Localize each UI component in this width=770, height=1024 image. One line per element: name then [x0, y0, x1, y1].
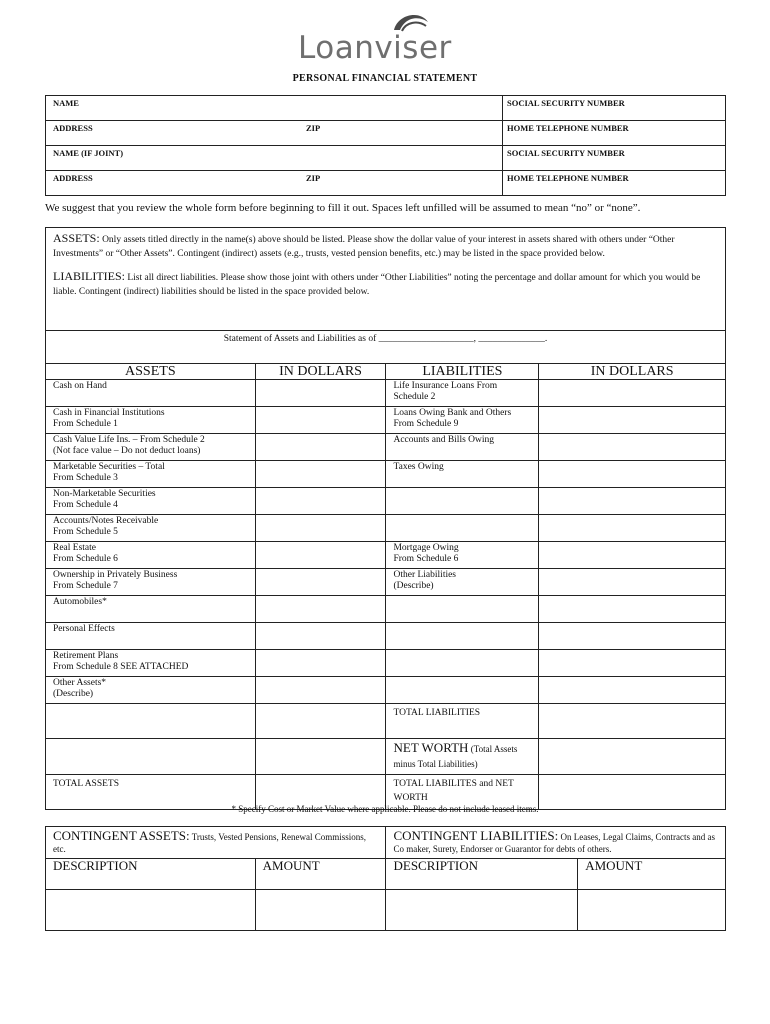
address-label: ADDRESS: [53, 123, 93, 133]
ledger-row: [46, 677, 726, 704]
liability-item-label: [386, 569, 539, 596]
home-phone-label: HOME TELEPHONE NUMBER: [507, 123, 629, 133]
asset-item-label: [46, 488, 256, 515]
ledger-row: [46, 461, 726, 488]
liability-item-label: [386, 650, 539, 677]
liability-item-label-line-1: Taxes Owing: [393, 462, 444, 472]
asset-item-label-line-1: Ownership in Privately Business: [53, 570, 178, 580]
liability-item-amount[interactable]: [539, 515, 726, 542]
name-joint-field[interactable]: [46, 146, 503, 171]
ssn-field[interactable]: [503, 96, 726, 121]
asset-item-amount[interactable]: [255, 569, 386, 596]
zip-joint-label: ZIP: [306, 173, 321, 183]
asset-item-label-line-2: From Schedule 7: [53, 581, 118, 591]
form-title: PERSONAL FINANCIAL STATEMENT: [292, 73, 478, 84]
ledger-row: [46, 380, 726, 407]
assets-header: ASSETS: [46, 364, 256, 380]
asset-item-amount[interactable]: [255, 596, 386, 623]
blank-asset-amount-2[interactable]: [255, 739, 386, 775]
instructions-box: [46, 228, 726, 331]
home-phone-field[interactable]: [503, 121, 726, 146]
address-joint-label: ADDRESS: [53, 173, 93, 183]
total-liabilities-label: TOTAL LIABILITIES: [386, 704, 539, 739]
liability-item-amount[interactable]: [539, 569, 726, 596]
ledger-row: [46, 407, 726, 434]
name-field[interactable]: [46, 96, 503, 121]
ledger-row: [46, 623, 726, 650]
asset-item-amount[interactable]: [255, 461, 386, 488]
liability-item-amount[interactable]: [539, 488, 726, 515]
liability-item-label-line-2: (Describe): [393, 581, 434, 591]
asset-item-amount[interactable]: [255, 380, 386, 407]
liability-item-label-line-1: Life Insurance Loans From: [393, 381, 498, 391]
liability-item-label: [386, 434, 539, 461]
ledger-rows: [46, 380, 726, 704]
liability-item-amount[interactable]: [539, 677, 726, 704]
asset-item-label: [46, 542, 256, 569]
contingent-assets-header: CONTINGENT ASSETS: Trusts, Vested Pensions, Renewal Commissions, etc.: [46, 827, 386, 859]
liabilities-header: LIABILITIES: [386, 364, 539, 380]
asset-item-amount[interactable]: [255, 677, 386, 704]
blank-asset-cell: [46, 704, 256, 739]
liability-item-label-line-1: Loans Owing Bank and Others: [393, 408, 512, 418]
contingent-liabilities-amount-header: AMOUNT: [578, 859, 726, 890]
ledger-row: [46, 488, 726, 515]
total-liab-net-worth-label: TOTAL LIABILITES and NET WORTH: [386, 775, 539, 810]
liability-item-label: [386, 461, 539, 488]
asset-item-label-line-1: Non-Marketable Securities: [53, 489, 156, 499]
ssn-joint-field[interactable]: [503, 146, 726, 171]
blank-asset-amount[interactable]: [255, 704, 386, 739]
asset-item-label: [46, 407, 256, 434]
asset-item-amount[interactable]: [255, 407, 386, 434]
contingent-asset-amount-field[interactable]: [255, 890, 386, 931]
suggestion-text: We suggest that you review the whole form before beginning to fill it out. Spaces left unfilled will be assumed to mean “no” or “none”.: [45, 202, 641, 214]
liability-item-label-line-2: From Schedule 9: [393, 419, 459, 429]
total-assets-label: TOTAL ASSETS: [46, 775, 256, 810]
assets-liabilities-table: [45, 227, 726, 810]
asset-item-label: [46, 677, 256, 704]
asset-item-label-line-2: (Not face value – Do not deduct loans): [53, 446, 201, 456]
asset-item-label-line-2: From Schedule 1: [53, 419, 118, 429]
liability-item-label: [386, 677, 539, 704]
ssn-label: SOCIAL SECURITY NUMBER: [507, 98, 625, 108]
asset-item-label-line-1: Personal Effects: [53, 624, 115, 634]
asset-item-amount[interactable]: [255, 542, 386, 569]
asset-item-label-line-1: Retirement Plans: [53, 651, 119, 661]
liability-item-label: [386, 542, 539, 569]
asset-item-label-line-2: (Describe): [53, 689, 94, 699]
liabilities-in-dollars-header: IN DOLLARS: [539, 364, 726, 380]
contingent-assets-amount-header: AMOUNT: [255, 859, 386, 890]
asset-item-label-line-1: Real Estate: [53, 543, 96, 553]
asset-item-label-line-2: From Schedule 3: [53, 473, 118, 483]
asset-item-label-line-1: Cash in Financial Institutions: [53, 408, 165, 418]
identity-table: [45, 95, 726, 196]
footnote: * Specify Cost or Market Value where applicable. Please do not include leased items.: [231, 804, 539, 814]
asset-item-label-line-1: Accounts/Notes Receivable: [53, 516, 159, 526]
liability-item-label-line-1: Accounts and Bills Owing: [393, 435, 495, 445]
name-joint-label: NAME (IF JOINT): [53, 148, 124, 158]
assets-instructions: ASSETS: Only assets titled directly in the name(s) above should be listed. Please show the dollar value of your interest in assets shared with others under “Other Investments” or “Other Assets”. Contingent (indirect) assets (e.g., trusts, vested pension benefits, etc.) may be listed in the space provided below.: [53, 231, 675, 259]
asset-item-label-line-2: From Schedule 8 SEE ATTACHED: [53, 662, 189, 672]
name-label: NAME: [53, 98, 79, 108]
contingent-table: [45, 826, 726, 931]
liability-item-amount[interactable]: [539, 380, 726, 407]
liability-item-amount[interactable]: [539, 650, 726, 677]
loanviser-logo: [298, 8, 468, 68]
statement-date-line[interactable]: Statement of Assets and Liabilities as of ____________________, ______________.: [46, 331, 726, 364]
contingent-liabilities-description-header: DESCRIPTION: [386, 859, 578, 890]
asset-item-label: [46, 515, 256, 542]
contingent-assets-description-header: DESCRIPTION: [46, 859, 256, 890]
asset-item-label: [46, 380, 256, 407]
address-field[interactable]: [46, 121, 503, 146]
asset-item-label-line-1: Cash on Hand: [53, 381, 107, 391]
contingent-liabilities-header: CONTINGENT LIABILITIES: On Leases, Legal Claims, Contracts and as Co maker, Surety, Endorser or Guarantor for debts of others.: [386, 827, 726, 859]
liability-item-amount[interactable]: [539, 542, 726, 569]
asset-item-amount[interactable]: [255, 515, 386, 542]
zip-label: ZIP: [306, 123, 321, 133]
liability-item-label-line-1: Other Liabilities: [393, 570, 457, 580]
blank-asset-cell-2: [46, 739, 256, 775]
asset-item-label-line-2: From Schedule 4: [53, 500, 118, 510]
liability-item-label: [386, 407, 539, 434]
liability-item-amount[interactable]: [539, 596, 726, 623]
asset-item-label: [46, 623, 256, 650]
asset-item-label-line-1: Marketable Securities – Total: [53, 462, 165, 472]
ledger-row: [46, 569, 726, 596]
asset-item-label-line-2: From Schedule 5: [53, 527, 118, 537]
liability-item-amount[interactable]: [539, 407, 726, 434]
home-phone-joint-label: HOME TELEPHONE NUMBER: [507, 173, 629, 183]
asset-item-label-line-1: Cash Value Life Ins. – From Schedule 2: [53, 435, 205, 445]
asset-item-label: [46, 650, 256, 677]
asset-item-amount[interactable]: [255, 434, 386, 461]
contingent-liability-description-field[interactable]: [386, 890, 578, 931]
liability-item-amount[interactable]: [539, 623, 726, 650]
ssn-joint-label: SOCIAL SECURITY NUMBER: [507, 148, 625, 158]
contingent-liability-amount-field[interactable]: [578, 890, 726, 931]
liability-item-label: [386, 380, 539, 407]
home-phone-joint-field[interactable]: [503, 171, 726, 196]
net-worth-amount[interactable]: [539, 739, 726, 775]
ledger-row: [46, 596, 726, 623]
asset-item-label: [46, 461, 256, 488]
asset-item-amount[interactable]: [255, 623, 386, 650]
asset-item-amount[interactable]: [255, 650, 386, 677]
liability-item-label-line-2: Schedule 2: [393, 392, 436, 402]
asset-item-label: [46, 569, 256, 596]
asset-item-label: [46, 434, 256, 461]
assets-in-dollars-header: IN DOLLARS: [255, 364, 386, 380]
asset-item-amount[interactable]: [255, 488, 386, 515]
ledger-row: [46, 434, 726, 461]
liability-item-amount[interactable]: [539, 461, 726, 488]
contingent-asset-description-field[interactable]: [46, 890, 256, 931]
liability-item-label-line-2: From Schedule 6: [393, 554, 459, 564]
ledger-row: [46, 650, 726, 677]
asset-item-label: [46, 596, 256, 623]
liability-item-label: [386, 623, 539, 650]
liability-item-amount[interactable]: [539, 434, 726, 461]
liabilities-instructions: LIABILITIES: List all direct liabilities. Please show those joint with others under “Other Liabilities” noting the percentage and dollar amount for which you would be liable. Contingent (indirect) liabilities should be listed in the space provided below.: [53, 269, 701, 297]
liability-item-label: [386, 515, 539, 542]
asset-item-label-line-1: Automobiles*: [53, 597, 107, 607]
ledger-row: [46, 542, 726, 569]
logo-wordmark: Loanviser: [298, 30, 452, 66]
address-joint-field[interactable]: [46, 171, 503, 196]
total-liabilities-amount[interactable]: [539, 704, 726, 739]
liability-item-label-line-1: Mortgage Owing: [393, 543, 459, 553]
net-worth-label: NET WORTH (Total Assets minus Total Liabilities): [386, 739, 539, 775]
liability-item-label: [386, 596, 539, 623]
liability-item-label: [386, 488, 539, 515]
asset-item-label-line-2: From Schedule 6: [53, 554, 118, 564]
ledger-row: [46, 515, 726, 542]
asset-item-label-line-1: Other Assets*: [53, 678, 107, 688]
